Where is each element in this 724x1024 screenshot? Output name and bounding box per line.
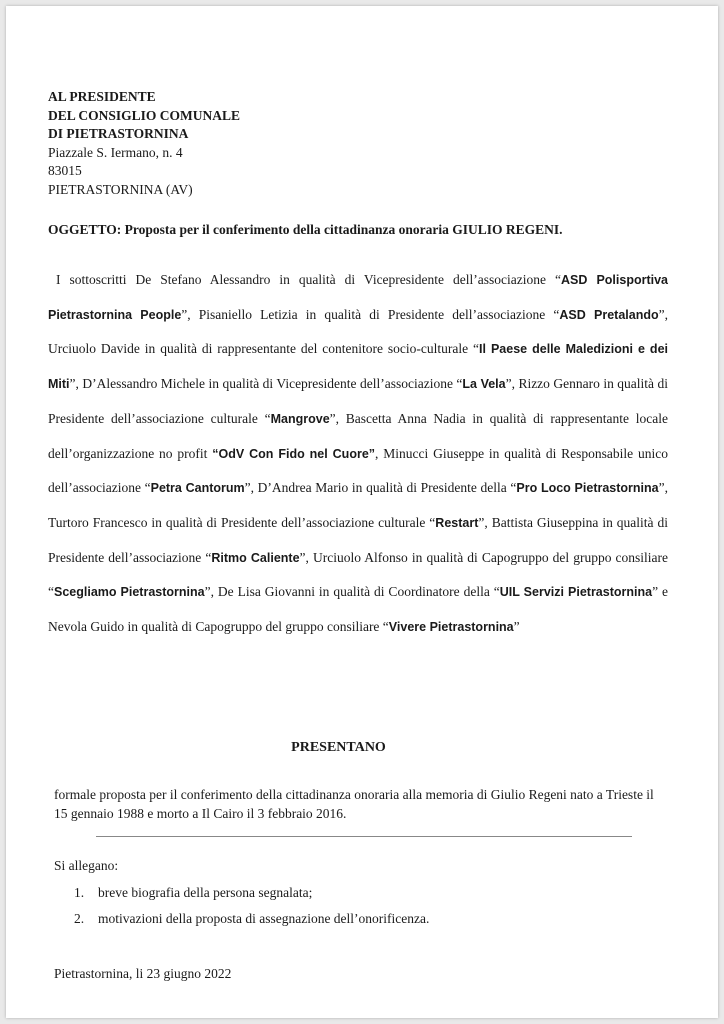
org-name: ASD Pretalando [559,307,659,322]
recipient-line-1: AL PRESIDENTE [48,89,156,104]
proposal-paragraph: formale proposta per il conferimento della cittadinanza onoraria alla memoria di Giulio Regeni nato a Trieste il 15 gennaio 1988 e morto a Il Cairo il 3 febbraio 2016. [54,787,654,821]
recipient-zip: 83015 [48,163,82,178]
attachments-list [74,880,429,931]
presentano-heading: PRESENTANO [291,740,386,755]
recipient-street: Piazzale S. Iermano, n. 4 [48,144,183,160]
body-text-segment: ”, De Lisa Giovanni in qualità di Coordinatore della “ [204,584,500,600]
list-item [74,880,429,906]
body-text-segment: ”, Urciuolo Davide in qualità di rappresentante del contenitore socio-culturale “ [48,306,669,357]
body-text-segment: ” e Nevola Guido in qualità di Capogruppo del gruppo consiliare “ [48,584,668,635]
recipient-city: PIETRASTORNINA (AV) [48,181,193,197]
body-text-segment: ”, Pisaniello Letizia in qualità di Presidente dell’associazione “ [181,306,560,322]
body-text-segment: , Minucci Giuseppe in qualità di Responsabile unico dell’associazione “ [48,445,668,496]
recipient-line-3: DI PIETRASTORNINA [48,126,189,141]
divider [96,836,632,837]
list-item-number: 1. [74,885,85,900]
list-item [74,906,429,932]
org-name: Mangrove [270,411,330,426]
list-item-text: motivazioni della proposta di assegnazione dell’onorificenza. [98,910,430,926]
org-name: ASD Polisportiva Pietrastornina People [48,273,668,322]
org-name: Il Paese delle Maledizioni e dei Miti [48,342,668,392]
body-text-segment: ”, D’Alessandro Michele in qualità di Vicepresidente dell’associazione “ [69,376,463,392]
document-page [6,6,718,1018]
body-text-segment: ”, D’Andrea Mario in qualità di Presidente della “ [244,480,517,496]
org-name: “OdV Con Fido nel Cuore” [212,446,376,461]
body-text-segment: ”, Turtoro Francesco in qualità di Presidente dell’associazione culturale “ [48,480,668,530]
org-name: La Vela [462,377,506,392]
body-text-segment: ”, Urciuolo Alfonso in qualità di Capogruppo del gruppo consiliare “ [48,549,668,600]
body-text-segment: I sottoscritti De Stefano Alessandro in qualità di Vicepresidente dell’associazione “ [56,272,561,287]
body-text-segment: ”, Battista Giuseppina in qualità di Presidente dell’associazione “ [48,514,668,565]
body-paragraph [48,263,668,645]
list-item-text: breve biografia della persona segnalata; [98,885,313,900]
org-name: UIL Servizi Pietrastornina [499,585,653,600]
recipient-address [48,88,240,199]
org-name: Scegliamo Pietrastornina [54,585,205,600]
org-name: Restart [435,515,479,530]
list-item-number: 2. [74,910,85,926]
subject-line: OGGETTO: Proposta per il conferimento della cittadinanza onoraria GIULIO REGENI. [48,222,563,237]
org-name: Ritmo Caliente [211,550,300,565]
body-text-segment: ” [513,619,520,635]
body-text-segment: ”, Rizzo Gennaro in qualità di Presidente dell’associazione culturale “ [48,376,668,426]
org-name: Vivere Pietrastornina [388,620,514,635]
org-name: Petra Cantorum [150,481,245,496]
attachments-heading: Si allegano: [54,858,119,873]
date-line: Pietrastornina, li 23 giugno 2022 [54,966,232,981]
recipient-line-2: DEL CONSIGLIO COMUNALE [48,107,241,123]
org-name: Pro Loco Pietrastornina [516,481,659,496]
body-text-segment: ”, Bascetta Anna Nadia in qualità di rappresentante locale dell’organizzazione no profit [48,410,668,461]
